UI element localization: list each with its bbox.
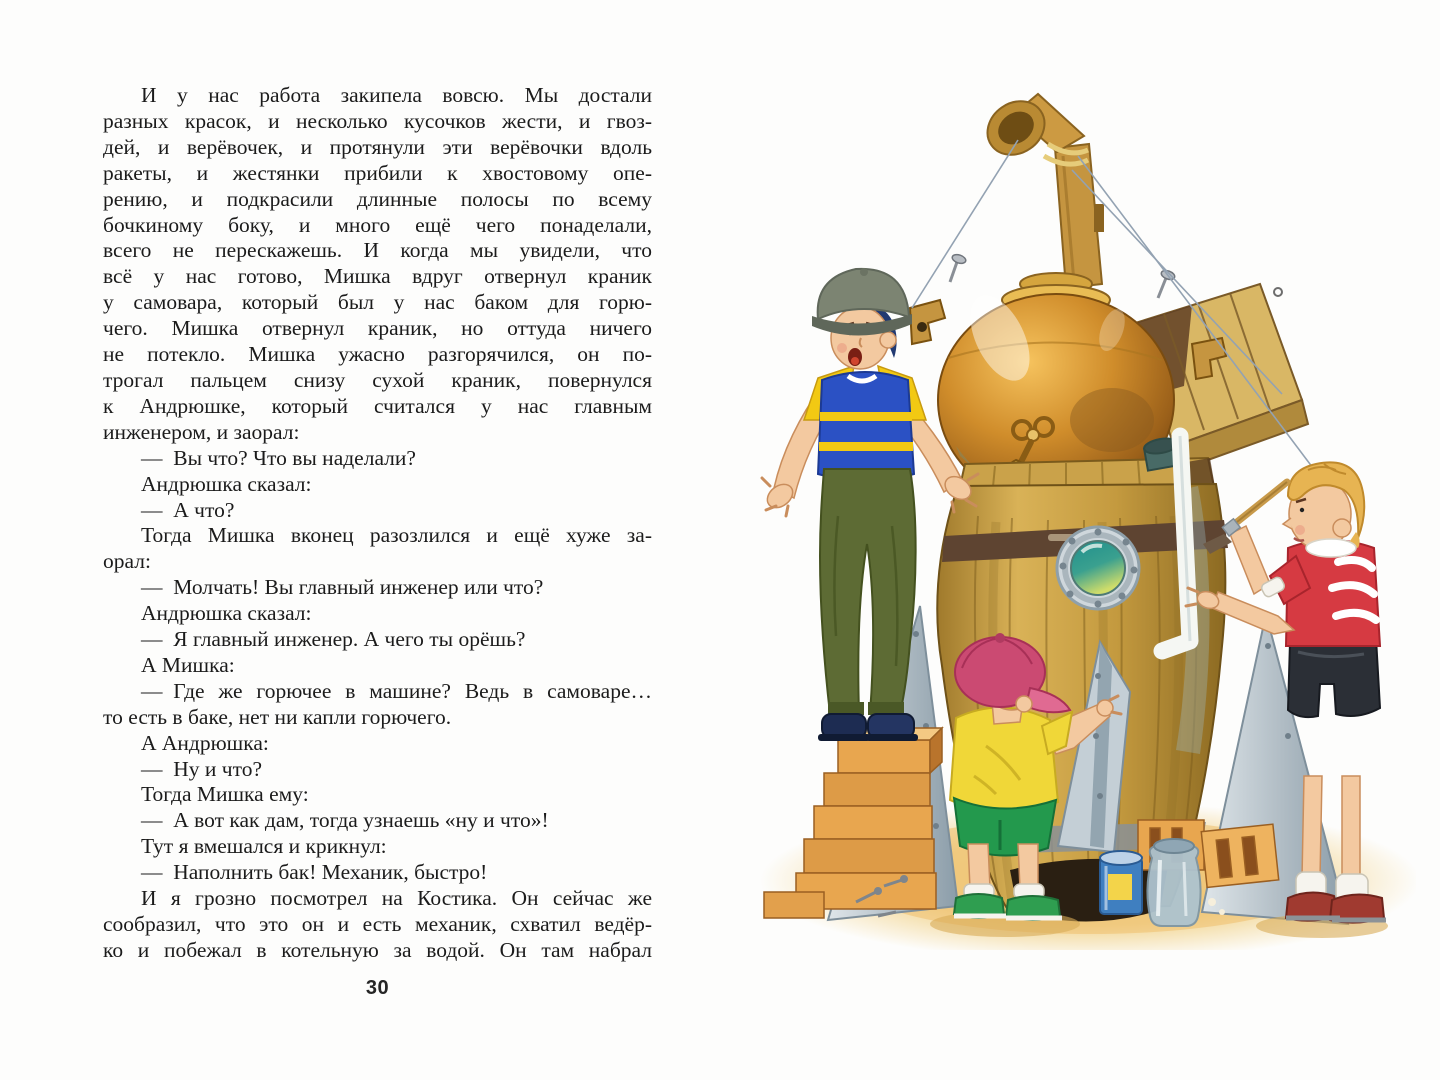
chimney-pipe <box>977 90 1104 288</box>
text-line: Андрюшка сказал: <box>141 601 312 626</box>
samovar-handle-left <box>910 300 945 344</box>
text-line: И у нас работа закипела вовсю. Мы достали <box>141 83 652 107</box>
text-line: бочкиному боку, и много ещё чего понаделали, <box>103 212 652 237</box>
text-line: к Андрюшке, который считался у нас главным <box>103 393 652 418</box>
text-line: А Мишка: <box>141 652 235 677</box>
text-line: дей, и верёвочек, и протянули эти верёвочки вдоль <box>103 134 652 159</box>
text-line: то есть в баке, нет ни капли горючего. <box>103 704 452 729</box>
paint-can <box>1100 851 1142 914</box>
text-line: у самовара, который был у нас баком для горю- <box>103 290 652 315</box>
text-line: орал: <box>103 549 151 574</box>
text-line: инженером, и заорал: <box>103 419 300 444</box>
text-line: А Андрюшка: <box>141 730 269 755</box>
text-line: всё у нас готово, Мишка вдруг отвернул краник <box>103 264 652 289</box>
text-line: — Ну и что? <box>141 756 263 781</box>
text-line: — Я главный инженер. А чего ты орёшь? <box>141 627 526 652</box>
text-line: ко и побежал в котельную за водой. Он там набрал <box>103 937 652 962</box>
text-line: Тут я вмешался и крикнул: <box>141 834 387 859</box>
text-line: разных красок, и несколько кусочков жести, и гвоз- <box>103 108 652 133</box>
text-line: — Где же горючее в машине? Ведь в самоваре… <box>141 678 652 703</box>
text-line: Тогда Мишка вконец разозлился и ещё хуже за- <box>141 523 652 548</box>
text-line: всего не перескажешь. И когда мы увидели, что <box>103 238 652 263</box>
text-line: не потекло. Мишка ужасно разгорячился, он по- <box>103 342 652 367</box>
text-line: ракеты, и жестянки прибили к хвостовому опе- <box>103 160 652 185</box>
porthole-window <box>1057 527 1139 609</box>
text-line: Андрюшка сказал: <box>141 471 312 496</box>
text-line: — Наполнить бак! Механик, быстро! <box>141 860 488 885</box>
text-line: И я грозно посмотрел на Костика. Он сейчас же <box>141 886 652 911</box>
text-line: чего. Мишка отвернул краник, но оттуда ничего <box>103 316 652 341</box>
text-line: — А что? <box>141 497 235 522</box>
page-number: 30 <box>365 977 390 999</box>
glass-jar <box>1147 839 1200 926</box>
text-line: рению, и подкрасили длинные полосы по всему <box>103 186 652 211</box>
text-line: — Вы что? Что вы наделали? <box>141 445 416 470</box>
text-line: сообразил, что это он и есть механик, схватил ведёр- <box>103 912 652 936</box>
text-line: трогал пальцем снизу сухой краник, повернулся <box>103 367 652 392</box>
text-line: — А вот как дам, тогда узнаешь «ну и что»! <box>141 808 549 833</box>
illustration-rocket-barrel <box>760 86 1416 950</box>
story-text <box>103 83 652 964</box>
text-line: Тогда Мишка ему: <box>141 782 309 807</box>
text-line: — Молчать! Вы главный инженер или что? <box>141 575 544 600</box>
